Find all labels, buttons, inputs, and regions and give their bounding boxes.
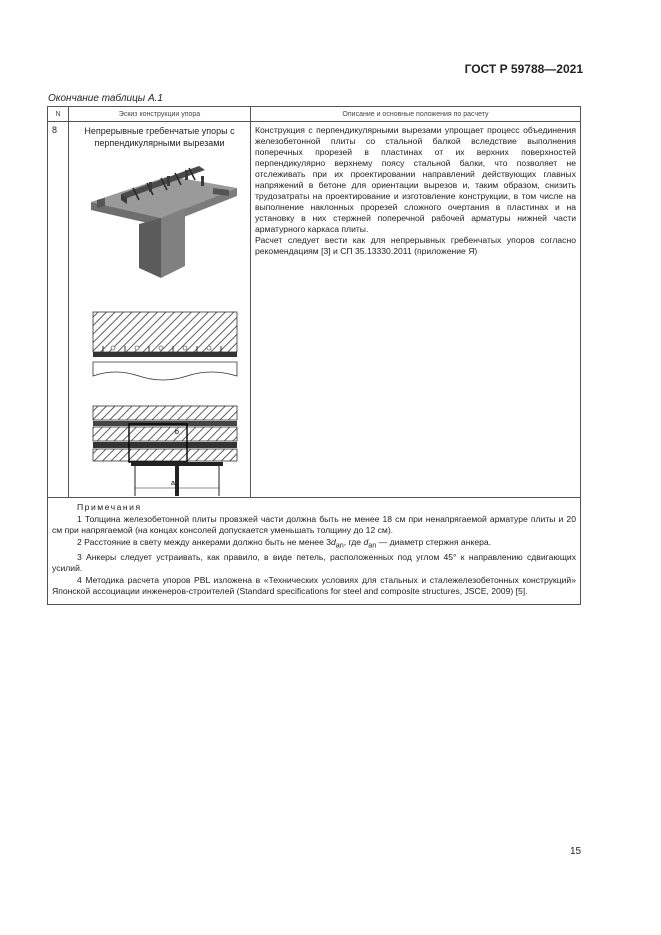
note-2-symbol-2: d — [363, 536, 369, 547]
note-2-symbol: d — [331, 536, 336, 547]
standard-label: ГОСТ Р 59788—2021 — [464, 62, 583, 76]
description-cell — [251, 122, 580, 497]
drawing-label-b: b — [175, 429, 179, 436]
note-3: 3 Анкеры следует устраивать, как правило, в виде петель, расположенных под углом 45° к направлению сдвигающих усилий. — [52, 551, 576, 574]
note-2 — [52, 537, 576, 552]
col-desc-header: Описание и основные положения по расчету — [342, 110, 489, 118]
connector-elevation-drawing — [91, 404, 241, 498]
note-4: 4 Методика расчета упоров PBL изложена в «Технических условиях для стальных и сталежелезобетонных конструкций» Японской ассоциации инженеров-строителей (Standard specifications for steel and composite structures, JSCE, 2009) [5]. — [52, 574, 576, 597]
description-paragraph: Конструкция с перпендикулярными вырезами упрощает процесс объединения железобетонной плиты со стальной балкой вследствие выполнения поперечных прорезей в пластинах от их верхних поверхностей перпендикулярно верхнему поясу стальной балки, что позволяет не отслеживать при их проектировании направлений действующих главных напряжений в бетоне для ориентации вырезов и, таким образом, снизить трудозатраты на проектирование и изготовление конструкции, в том числе на выполнение наклонных прорезей сложного очертания в пластинах и на установку в них стержней поперечной рабочей арматуры нижней части арматурного каркаса плиты. — [255, 125, 576, 234]
sketch-cell — [69, 122, 251, 497]
connector-title: Непрерывные гребенчатые упоры с перпендикулярными вырезами — [84, 126, 235, 148]
col-sketch-header: Эскиз конструкции упора — [69, 107, 251, 121]
notes-heading: Примечания — [77, 502, 142, 512]
drawing-label-a: a — [171, 480, 175, 487]
page-number: 15 — [570, 846, 582, 857]
note-2-mid: , где — [343, 536, 364, 547]
table-caption: Окончание таблицы А.1 — [48, 93, 163, 104]
calculation-paragraph: Расчет следует вести как для непрерывных гребенчатых упоров согласно рекомендациям [3] и СП 35.13330.2011 (приложение Я) — [255, 235, 576, 256]
row-number: 8 — [48, 122, 69, 497]
notes-block — [48, 498, 580, 604]
table — [47, 106, 581, 605]
table-header — [48, 107, 580, 122]
note-2-subscript: an — [335, 541, 344, 550]
connector-3d-image — [89, 160, 239, 280]
note-2-subscript-2: an — [368, 541, 377, 550]
col-n-header: N — [48, 107, 69, 121]
connector-section-drawing — [91, 310, 241, 384]
note-2-text: 2 Расстояние в свету между анкерами должно быть не менее 3 — [77, 536, 332, 547]
note-1: 1 Толщина железобетонной плиты провзжей части должна быть не менее 18 см при ненапрягаемой арматуре плиты и 20 см при напрягаемой (на концах консолей допускается уменьшать толщину до 12 см). — [52, 513, 576, 535]
note-2-end: — диаметр стержня анкера. — [376, 536, 492, 547]
table-row — [48, 122, 580, 498]
